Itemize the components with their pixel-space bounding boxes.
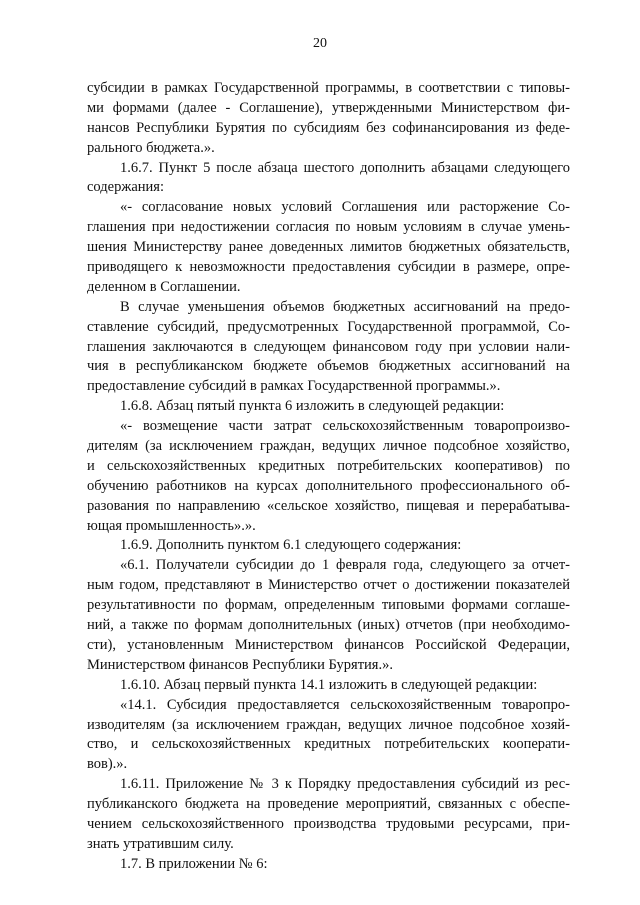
text-line: предоставление субсидий в рамках Государственной программы.». — [87, 378, 501, 395]
text-line: глашения заключаются в следующем финансовом году при условии нали- — [87, 338, 570, 355]
text-line: 1.7. В приложении № 6: — [120, 855, 268, 872]
text-line: ным годом, представляют в Министерство отчет о достижении показателей — [87, 577, 570, 594]
text-line: нансов Республики Бурятия по субсидиям без софинансирования из феде- — [87, 119, 570, 136]
text-line: вов).». — [87, 756, 128, 773]
text-line: рального бюджета.». — [87, 139, 215, 156]
text-line: обучению работников на курсах дополнительного профессионального об- — [87, 477, 570, 494]
text-line: публиканского бюджета на проведение мероприятий, связанных с обеспе- — [87, 796, 570, 813]
text-line: «6.1. Получатели субсидии до 1 февраля года, следующего за отчет- — [120, 557, 570, 574]
text-line: изводителям (за исключением граждан, ведущих личное подсобное хозяй- — [87, 716, 570, 733]
text-line: чением сельскохозяйственного производства трудовыми ресурсами, при- — [87, 815, 570, 832]
text-line: «- согласование новых условий Соглашения или расторжение Со- — [120, 199, 570, 216]
text-line: Министерством финансов Республики Бурятия.». — [87, 656, 393, 673]
text-line: 1.6.7. Пункт 5 после абзаца шестого дополнить абзацами следующего — [120, 159, 570, 176]
text-line: содержания: — [87, 179, 165, 196]
text-line: ми формами (далее - Соглашение), утвержденными Министерством фи- — [87, 99, 570, 116]
text-line: приводящего к невозможности предоставления субсидии в размере, опре- — [87, 259, 570, 276]
page-number: 20 — [313, 36, 327, 51]
text-line: разования по направлению «сельское хозяйство, пищевая и перерабатыва- — [87, 497, 570, 514]
text-line: сти), установленным Министерством финансов Российской Федерации, — [87, 636, 570, 653]
text-line: и сельскохозяйственных кредитных потребительских кооперативов) по — [87, 457, 570, 474]
text-line: 1.6.8. Абзац пятый пункта 6 изложить в следующей редакции: — [120, 398, 505, 415]
text-line: 1.6.9. Дополнить пунктом 6.1 следующего содержания: — [120, 537, 462, 554]
text-line: В случае уменьшения объемов бюджетных ассигнований на предо- — [120, 298, 570, 315]
text-line: 1.6.11. Приложение № 3 к Порядку предоставления субсидий из рес- — [120, 776, 570, 793]
document-body — [87, 79, 570, 875]
text-line: дителям (за исключением граждан, ведущих личное подсобное хозяйство, — [87, 438, 570, 455]
text-line: ставление субсидий, предусмотренных Государственной программой, Со- — [87, 318, 570, 335]
text-line: знать утратившим силу. — [87, 835, 234, 852]
text-line: глашения при недостижении согласия по новым условиям в случае умень- — [87, 219, 570, 236]
text-line: деленном в Соглашении. — [87, 278, 241, 295]
text-line: «14.1. Субсидия предоставляется сельскохозяйственным товаропро- — [120, 696, 570, 713]
text-line: субсидии в рамках Государственной программы, в соответствии с типовы- — [87, 80, 570, 96]
text-line: шения Министерству ранее доведенных лимитов бюджетных обязательств, — [87, 239, 570, 256]
text-line: 1.6.10. Абзац первый пункта 14.1 изложить в следующей редакции: — [120, 676, 538, 693]
text-line: ство, и сельскохозяйственных кредитных потребительских кооперати- — [87, 736, 570, 753]
text-line: ющая промышленность».». — [87, 517, 256, 534]
text-line: чия в республиканском бюджете объемов бюджетных ассигнований на — [87, 358, 570, 375]
text-line: ний, а также по формам дополнительных (иных) отчетов (при необходимо- — [87, 617, 570, 634]
text-line: «- возмещение части затрат сельскохозяйственным товаропроизво- — [120, 418, 570, 435]
text-line: результативности по формам, определенным типовыми формами соглаше- — [87, 597, 570, 614]
